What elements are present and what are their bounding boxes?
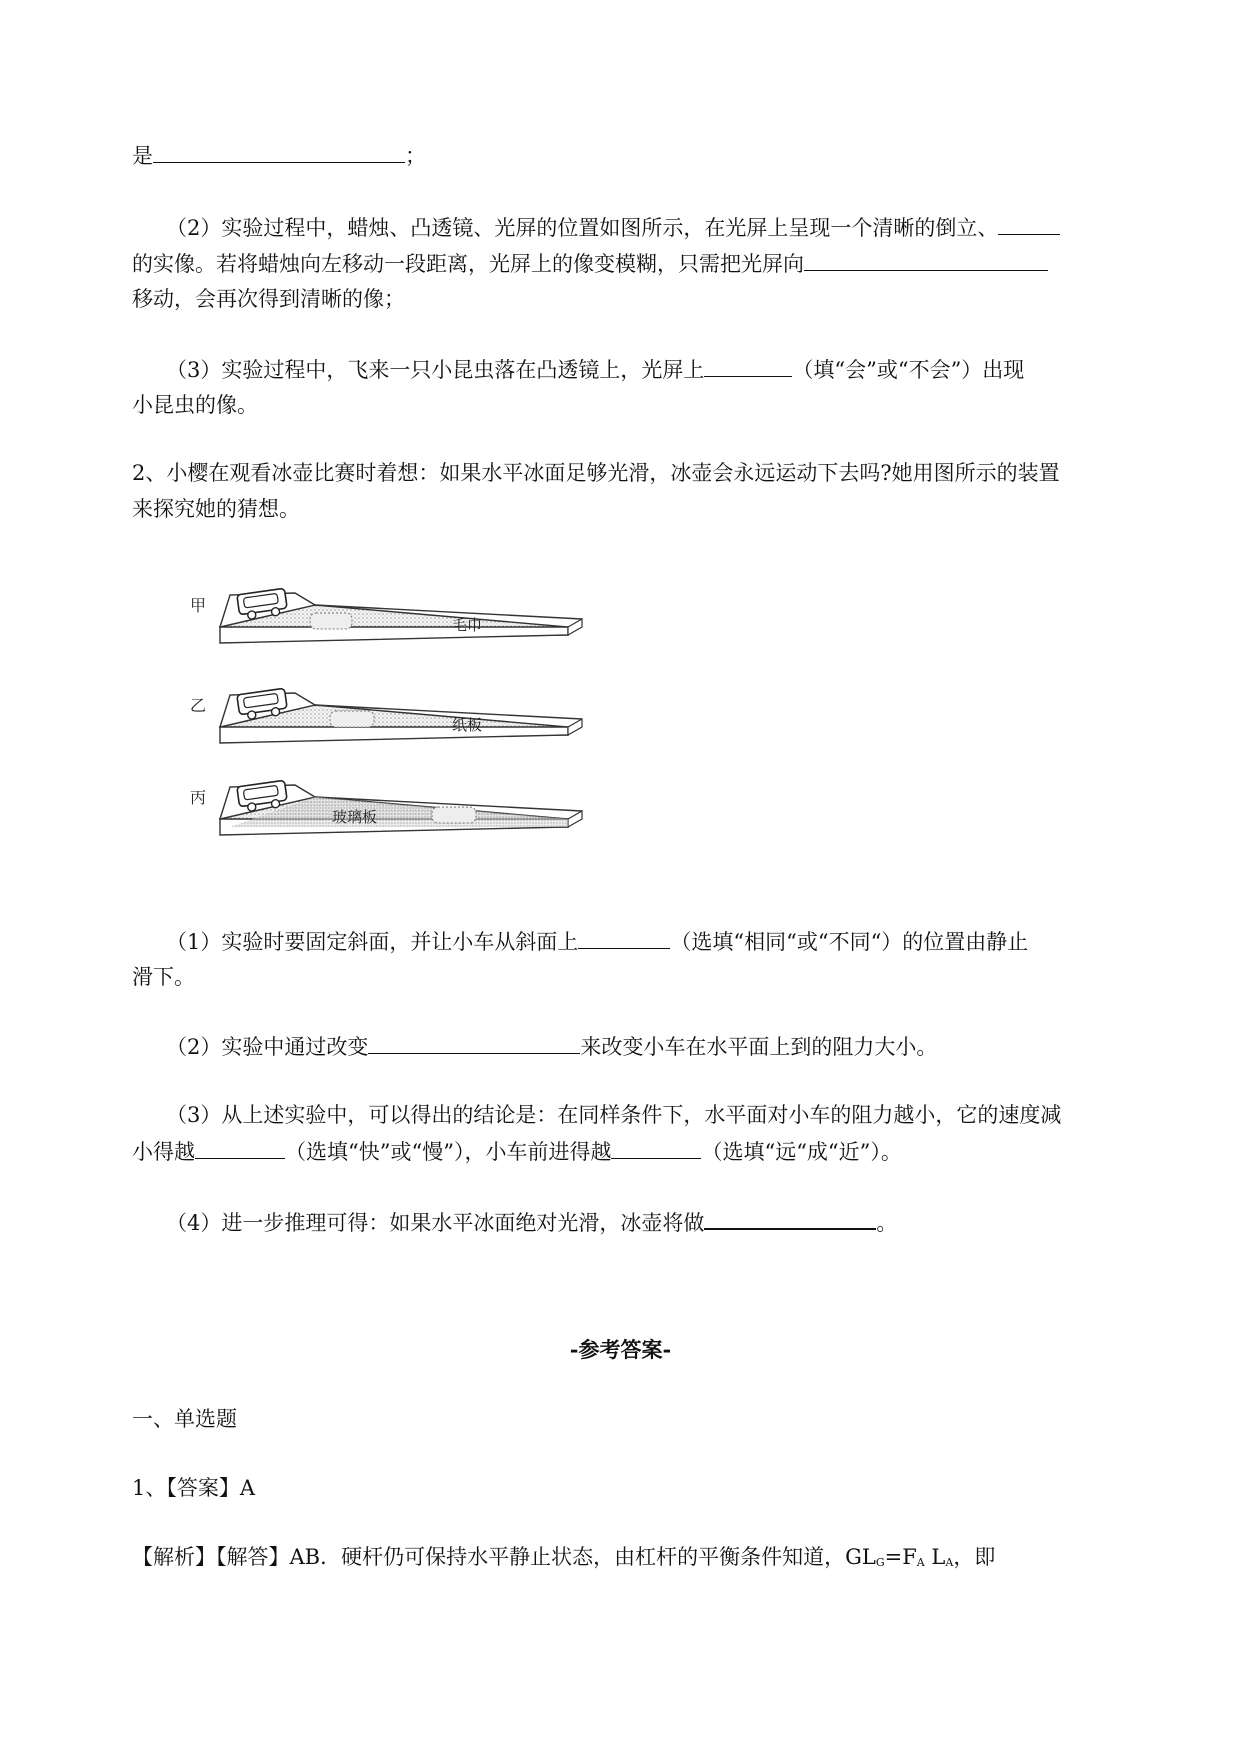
text: 是 <box>132 144 153 168</box>
text: （选填“相同“或“不同“）的位置由静止 <box>670 930 1029 954</box>
text: L <box>924 1545 946 1569</box>
text: 来改变小车在水平面上到的阻力大小。 <box>580 1035 938 1059</box>
q1-line-0 <box>132 140 426 171</box>
row-1-surface-label: 毛巾 <box>452 616 483 634</box>
text: （选填“远“成“近”）。 <box>701 1140 902 1164</box>
q2-part3-line2 <box>132 1136 902 1167</box>
answer-blank <box>368 1031 580 1054</box>
q2-intro-line1 <box>132 458 1060 488</box>
text: （2）实验过程中，蜡烛、凸透镜、光屏的位置如图所示，在光屏上呈现一个清晰的倒立、 <box>166 216 999 240</box>
answer-blank <box>195 1136 285 1159</box>
text: （填“会”或“不会”）出现 <box>792 358 1025 382</box>
row-2-surface-label: 纸板 <box>452 716 483 734</box>
text: （选填“快”或“慢”），小车前进得越 <box>285 1140 612 1164</box>
answer-section-title <box>132 1404 237 1434</box>
text: （1）实验时要固定斜面，并让小车从斜面上 <box>166 930 579 954</box>
q2-intro-line2 <box>132 494 300 524</box>
text: （3）实验过程中，飞来一只小昆虫落在凸透镜上，光屏上 <box>166 358 705 382</box>
q2-part1-line1 <box>166 926 1028 957</box>
text: （2）实验中通过改变 <box>166 1035 369 1059</box>
text: -参考答案- <box>569 1337 672 1362</box>
text: ； <box>405 144 426 168</box>
setup-row-1 <box>190 588 582 643</box>
q1-part2-line3 <box>132 284 405 314</box>
row-1-label: 甲 <box>190 596 207 615</box>
setup-row-2 <box>190 688 582 743</box>
text: 来探究她的猜想。 <box>132 497 300 521</box>
answer-analysis <box>132 1542 995 1578</box>
text: 小昆虫的像。 <box>132 393 258 417</box>
q1-part3-line1 <box>166 354 1024 385</box>
text: （3）从上述实验中，可以得出的结论是：在同样条件下，水平面对小车的阻力越小，它的速度减 <box>166 1103 1062 1127</box>
text: 移动，会再次得到清晰的像； <box>132 287 405 311</box>
subscript: A <box>945 1556 954 1569</box>
setup-row-3 <box>190 780 582 835</box>
text: =F <box>884 1545 917 1569</box>
row-2-label: 乙 <box>190 696 207 715</box>
text: 2、小樱在观看冰壶比赛时着想：如果水平冰面足够光滑，冰壶会永远运动下去吗?她用图所示的装置 <box>132 461 1060 485</box>
text: 滑下。 <box>132 965 195 989</box>
text: （4）进一步推理可得：如果水平冰面绝对光滑，冰壶将做 <box>166 1211 705 1235</box>
answer-blank <box>998 212 1060 235</box>
inclined-plane-figure <box>190 585 590 885</box>
answer-blank <box>704 1206 876 1230</box>
text: ，即 <box>953 1545 996 1569</box>
row-3-surface-label: 玻璃板 <box>332 808 378 826</box>
text: 1、【答案】A <box>132 1476 256 1500</box>
subscript: A <box>916 1556 925 1569</box>
text: 【解析】【解答】AB．硬杆仍可保持水平静止状态，由杠杆的平衡条件知道，GL <box>132 1545 876 1569</box>
q2-part3-line1 <box>166 1100 1061 1130</box>
answer-blank <box>153 140 405 163</box>
text: 小得越 <box>132 1140 195 1164</box>
q1-part2-line1 <box>166 212 1060 243</box>
answer-blank <box>611 1136 701 1159</box>
q1-part2-line2 <box>132 248 1048 279</box>
answer-q1 <box>132 1473 255 1503</box>
answer-heading <box>0 1335 1241 1365</box>
subscript: G <box>875 1556 885 1569</box>
q1-part3-line2 <box>132 390 258 420</box>
q2-part1-line2 <box>132 962 195 992</box>
q2-part4 <box>166 1206 897 1238</box>
q2-part2 <box>166 1031 937 1062</box>
answer-blank <box>704 354 792 377</box>
text: 一、单选题 <box>132 1407 237 1431</box>
text: 。 <box>876 1211 898 1235</box>
row-3-label: 丙 <box>190 788 207 807</box>
text: 的实像。若将蜡烛向左移动一段距离，光屏上的像变模糊，只需把光屏向 <box>132 252 804 276</box>
answer-blank <box>578 926 670 949</box>
answer-blank <box>804 248 1048 271</box>
